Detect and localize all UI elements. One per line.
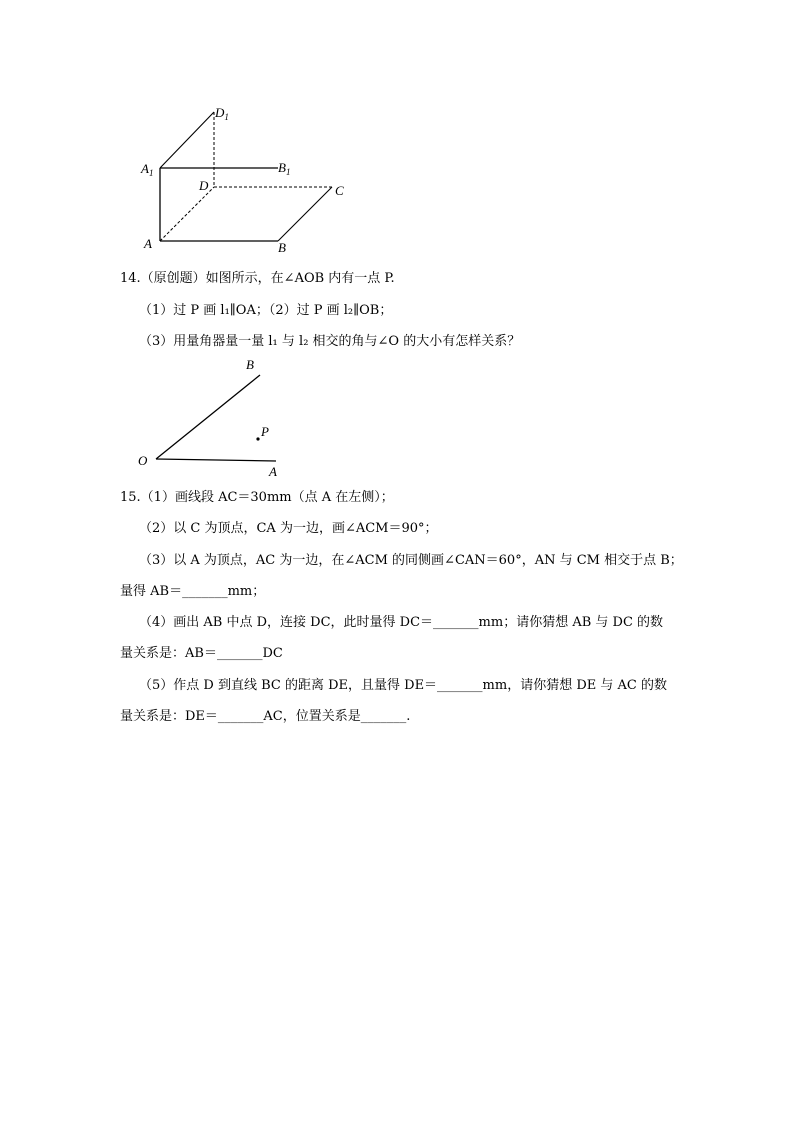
- label-a: A: [144, 236, 152, 251]
- label-b1: $B_1$: [278, 160, 291, 177]
- label-a1: $A_1$: [141, 161, 154, 178]
- q15-line7: （5）作点 D 到直线 BC 的距离 DE，且量得 DE＝_______mm，请你猜想 DE 与 AC 的数: [139, 678, 667, 693]
- label-o: O: [138, 453, 148, 468]
- label-d1: $D_1$: [215, 105, 229, 122]
- edge-a-d-dashed: [160, 187, 214, 241]
- q14-line1: （1）过 P 画 l₁∥OA；（2）过 P 画 l₂∥OB；: [139, 303, 393, 318]
- ray-oa: [156, 459, 276, 461]
- edge-a1-d1: [160, 112, 214, 168]
- angle-aob-figure: [130, 355, 300, 480]
- q15-line2: （2）以 C 为顶点，CA 为一边，画∠ACM＝90°；: [139, 521, 438, 536]
- label-a: A: [269, 464, 277, 479]
- label-c: C: [335, 183, 344, 198]
- q15-line4: 量得 AB＝_______mm；: [120, 584, 266, 599]
- cuboid-figure: [130, 100, 360, 260]
- point-p: [256, 437, 259, 440]
- q15-line3: （3）以 A 为顶点，AC 为一边，在∠ACM 的同侧画∠CAN＝60°，AN 与 CM 相交于点 B；: [139, 553, 683, 568]
- label-b: B: [246, 357, 254, 372]
- edge-b-c: [278, 187, 332, 241]
- q15-line5: （4）画出 AB 中点 D，连接 DC，此时量得 DC＝_______mm；请你猜想 AB 与 DC 的数: [139, 615, 664, 630]
- q14-line2: （3）用量角器量一量 l₁ 与 l₂ 相交的角与∠O 的大小有怎样关系？: [139, 334, 521, 349]
- label-p: P: [261, 424, 269, 439]
- q15-line6: 量关系是：AB＝_______DC: [120, 646, 283, 661]
- label-d: D: [199, 178, 209, 193]
- ray-ob: [156, 375, 260, 459]
- q15-line1: 15.（1）画线段 AC＝30mm（点 A 在左侧）；: [120, 490, 394, 505]
- label-b: B: [278, 240, 286, 255]
- q15-line8: 量关系是：DE＝_______AC，位置关系是_______.: [120, 709, 411, 724]
- q14-header: 14.（原创题）如图所示，在∠AOB 内有一点 P.: [120, 271, 395, 286]
